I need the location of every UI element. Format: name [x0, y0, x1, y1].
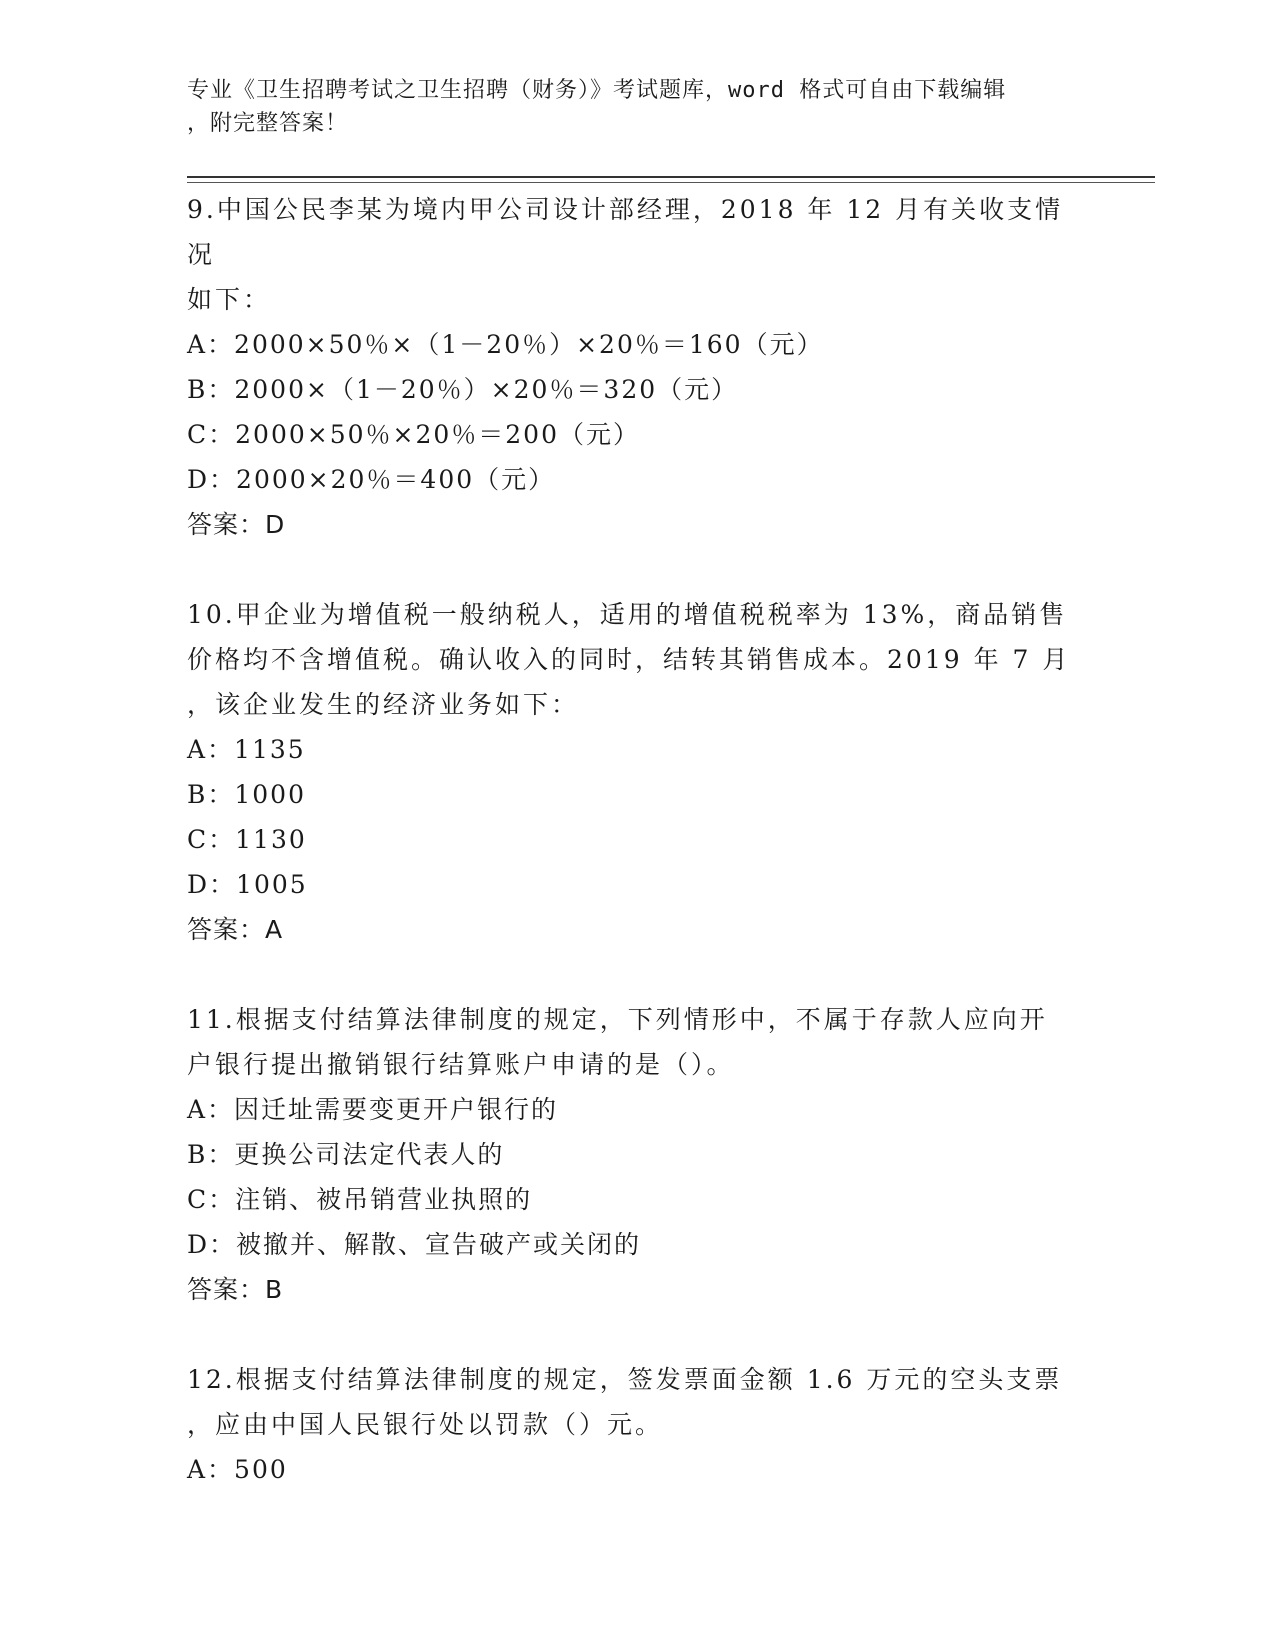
- option-a: A：因迁址需要变更开户银行的: [187, 1095, 559, 1124]
- header-divider-thick: [187, 176, 1155, 178]
- option-b: B：2000×（1－20％）×20％＝320（元）: [187, 375, 739, 404]
- question-stem-line: 如下：: [187, 285, 272, 314]
- question-stem-line: 户银行提出撤销银行结算账户申请的是（）。: [187, 1050, 735, 1079]
- option-d: D：1005: [187, 870, 308, 899]
- question-10: [187, 592, 1087, 952]
- header-line-2: ，附完整答案！: [187, 111, 349, 136]
- question-9: [187, 187, 1087, 547]
- question-11: [187, 997, 1087, 1312]
- option-c: C：1130: [187, 825, 307, 854]
- answer-line: 答案：B: [187, 1275, 284, 1304]
- option-a: A：1135: [187, 735, 306, 764]
- option-b: B：1000: [187, 780, 306, 809]
- answer-line: 答案：A: [187, 915, 284, 944]
- question-stem-line: 价格均不含增值税。确认收入的同时，结转其销售成本。2019 年 7 月: [187, 645, 1071, 674]
- question-stem-line: 11.根据支付结算法律制度的规定，下列情形中，不属于存款人应向开: [187, 1005, 1048, 1034]
- question-stem-line: ，该企业发生的经济业务如下：: [187, 690, 580, 719]
- option-b: B：更换公司法定代表人的: [187, 1140, 505, 1169]
- question-list: [187, 187, 1087, 1537]
- question-stem-line: 9.中国公民李某为境内甲公司设计部经理，2018 年 12 月有关收支情况: [187, 195, 1064, 269]
- question-12: [187, 1357, 1087, 1492]
- answer-line: 答案：D: [187, 510, 286, 539]
- option-c: C：注销、被吊销营业执照的: [187, 1185, 533, 1214]
- option-a: A：2000×50％×（1－20％）×20％＝160（元）: [187, 330, 824, 359]
- option-d: D：2000×20％＝400（元）: [187, 465, 556, 494]
- question-stem-line: 10.甲企业为增值税一般纳税人，适用的增值税税率为 13%，商品销售: [187, 600, 1068, 629]
- question-stem-line: 12.根据支付结算法律制度的规定，签发票面金额 1.6 万元的空头支票: [187, 1365, 1063, 1394]
- question-stem-line: ，应由中国人民银行处以罚款（）元。: [187, 1410, 664, 1439]
- option-c: C：2000×50％×20％＝200（元）: [187, 420, 640, 449]
- header-line-1: 专业《卫生招聘考试之卫生招聘（财务）》考试题库，word 格式可自由下载编辑: [187, 78, 1007, 103]
- header-divider-thin: [187, 182, 1155, 183]
- option-d: D：被撤并、解散、宣告破产或关闭的: [187, 1230, 642, 1259]
- document-header: [187, 74, 1067, 140]
- option-a: A：500: [187, 1455, 288, 1484]
